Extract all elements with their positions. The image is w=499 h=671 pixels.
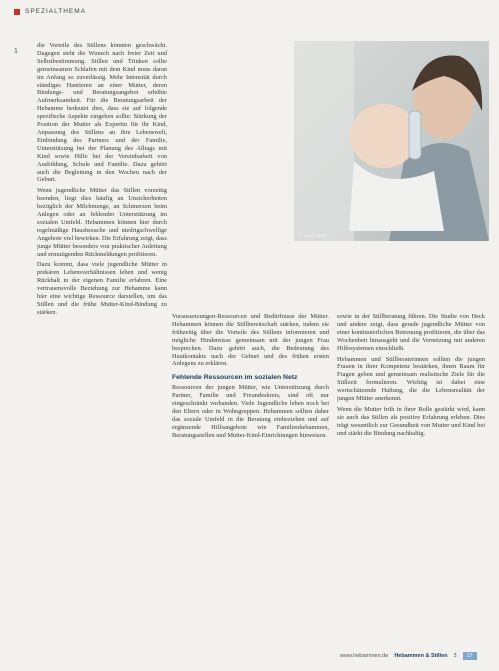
footer-journal: Hebammen & Stillen [394,653,448,659]
section-header [14,8,86,15]
page-number: 17 [463,652,477,660]
text-column-1 [37,42,167,646]
mother-baby-photo [294,41,489,241]
margin-marker: 1 [14,48,18,55]
photo-credit: © Ilona Kübler [299,233,328,238]
paragraph: sowie in der Stillberatung führen. Die Studie von Heck und andere zeigt, dass gerade jugendliche Mütter von einer kontinuierlichen Betreuung profitieren, die über das Wochenbett hinausgeht und die Vernetzung mit anderen Hilfesystemen einschließt. [337,313,485,352]
text-column-2 [172,313,329,659]
photo-illustration [294,41,489,241]
page-footer [340,652,477,660]
paragraph: Ressourcen der jungen Mütter, wie Unterstützung durch Partner, Familie und Freundeskreis, sind oft nur eingeschränkt vorhanden. Viele Jugendliche leben noch bei den Eltern oder in Wohngruppen. Hebammen sollten daher das soziale Umfeld in die Beratung einbeziehen und auf ergänzende Hilfsangebote wie Familienhebammen, Beratungsstellen und Mutter-Kind-Einrichtungen hinweisen. [172,384,329,439]
paragraph: Hebammen und Stillberaterinnen sollten die jungen Frauen in ihrer Kompetenz bestärken, ihnen Raum für Fragen geben und gemeinsam realistische Ziele für die Stillzeit formulieren. Wichtig ist dabei eine wertschätzende Haltung, die die Lebensrealität der jungen Mütter anerkennt. [337,355,485,403]
footer-source: www.hebammen.de [340,653,389,659]
section-marker [14,9,20,15]
paragraph: die Vorteile des Stillens könnten geschwächt. Dagegen steht die Wunsch nach freier Zeit und Selbstbestimmung. Stillen und Trinken sollte gemeinsamen Schlafen mit dem Kind muss daran im Anfang so zuverlässig. Mehr Intensität durch ständiges Hantieren an einer Mutter, deren Bindungs- und Beratungsangebot erhöhte Aufmerksamkeit. Für die Beratungsarbeit der Hebamme bedeutet dies, dass sie auf folgende spezifische Aspekte eingehen sollte: Stärkung der Position der Mutter als Expertin für ihr Kind, Anpassung des Stillens an ihre Lebenswelt, Einbindung des Partners und der Familie, Unterstützung bei der Planung des Alltags mit Kind sowie Hilfe bei der Vereinbarkeit von Ausbildung, Schule und Familie. Dazu gehört auch die Begleitung in den Wochen nach der Geburt. [37,42,167,184]
text-column-3 [337,313,485,659]
section-label: SPEZIALTHEMA [25,8,87,15]
section-heading: Fehlende Ressourcen im sozialen Netz [172,374,298,382]
paragraph: Voraussetzungen-Ressourcen und Bedürfnisse der Mütter. Hebammen können die Stillbereitschaft stärken, indem sie frühzeitig über die Vorteile des Stillens informieren und mögliche Hindernisse gemeinsam mit der jungen Frau besprechen. Dazu gehört auch, die Bedeutung des Hautkontakts nach der Geburt und des frühen ersten Anlegens zu erklären. [172,313,329,368]
footer-issue: 3 [453,653,457,659]
paragraph: Wenn die Mutter früh in ihrer Rolle gestärkt wird, kann sie auch das Stillen als positive Erfahrung erleben. Dies trägt wesentlich zur Gesundheit von Mutter und Kind bei und stärkt die Bindung nachhaltig. [337,405,485,437]
paragraph: Wenn jugendliche Mütter das Stillen vorzeitig beenden, liegt dies häufig an Unsicherheiten bezüglich der Milchmenge, an Schmerzen beim Anlegen oder an fehlender Unterstützung im sozialen Umfeld. Hebammen können hier durch regelmäßige Hausbesuche und niedrigschwellige Angebote viel bewirken. Die Erfahrung zeigt, dass junge Mütter besonders von praktischer Anleitung und ermutigenden Rückmeldungen profitieren. [37,187,167,258]
paragraph: Dazu kommt, dass viele jugendliche Mütter in prekären Lebensverhältnissen leben und wenig Rückhalt in der eigenen Familie erfahren. Eine vertrauensvolle Beziehung zur Hebamme kann hier eine wichtige Ressource darstellen, um das Stillen und die frühe Mutter-Kind-Bindung zu stärken. [37,261,167,316]
